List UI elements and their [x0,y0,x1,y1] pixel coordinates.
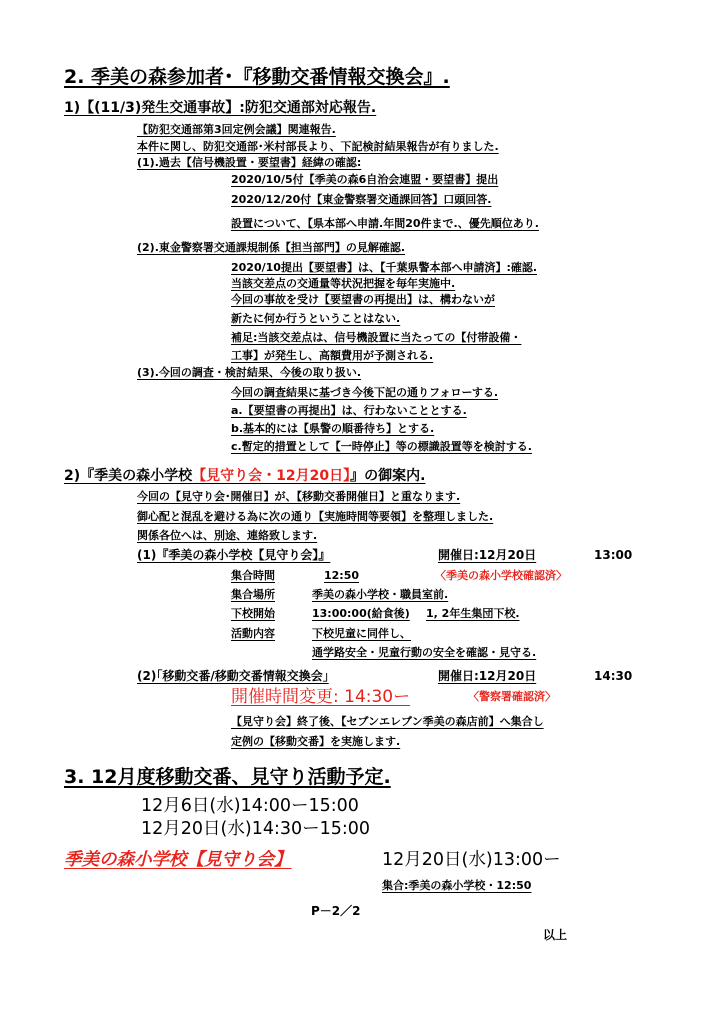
row-dismissal-value: 13:00:00(給食後) [312,607,410,620]
school-watch-gather: 集合:季美の森小学校・12:50 [382,879,532,892]
event-2-time: 14:30 [594,669,633,683]
event-2-date: 開催日:12月20日 [438,669,537,683]
page-number: P－2／2 [311,904,361,918]
schedule-date-1: 12月6日(水)14:00ー15:00 [141,796,359,816]
event-1-date: 開催日:12月20日 [438,548,537,562]
row-gather-place-value: 季美の森小学校・職員室前. [312,588,449,601]
point-1-heading: (1).過去【信号機設置・要望書】経緯の確認: [137,156,362,169]
event-2-line-1: 【見守り会】終了後、【セブンエレブン季美の森店前】へ集合し [231,715,544,728]
point-3-line-d: c.暫定的措置として【一時停止】等の標識設置等を検討する. [231,440,532,453]
point-2-line-b: 当該交差点の交通量等状況把握を毎年実施中. [231,277,456,290]
row-gather-place-key: 集合場所 [231,588,275,601]
point-2-line-d: 新たに何か行うということはない. [231,312,401,325]
subsection-1-heading: 1)【(11/3)発生交通事故】:防犯交通部対応報告. [64,100,377,116]
point-1-line-a: 2020/10/5付【季美の森6自治会連盟・要望書】提出 [231,173,499,186]
heading-part-a: 2)『季美の森小学校 [64,468,193,484]
event-1-label: (1)『季美の森小学校【見守り会】』 [137,548,331,562]
closing-mark: 以上 [543,928,568,942]
report-title: 【防犯交通部第3回定例会議】関連報告. [137,123,336,136]
row-activity-key: 活動内容 [231,627,275,640]
row-gather-time-value: 12:50 [324,569,360,582]
time-change-notice: 開催時間変更: 14:30ー [231,687,411,707]
event-2-label: (2)｢移動交番/移動交番情報交換会｣ [137,669,329,683]
event-2-line-2: 定例の【移動交番】を実施します. [231,735,401,748]
report-intro: 本件に関し、防犯交通部･米村部長より、下記検討結果報告が有りました. [137,140,499,153]
event-1-time: 13:00 [594,548,633,562]
section-3-title: 3. 12月度移動交番、見守り活動予定. [64,766,391,788]
school-watch-label: 季美の森小学校【見守り会】 [64,850,292,870]
point-3-line-c: b.基本的には【県警の順番待ち】とする. [231,422,435,435]
row-activity-value: 下校児童に同伴し、 [312,627,411,640]
point-3-line-b: a.【要望書の再提出】は、行わないこととする. [231,404,467,417]
point-3-line-a: 今回の調査結果に基づき今後下記の通りフォローする. [231,386,499,399]
row-dismissal-note: 1, 2年生集団下校. [426,607,520,620]
heading-highlight: 【見守り会・12月20日】 [192,468,351,484]
point-2-line-c: 今回の事故を受け【要望書の再提出】は、構わないが [231,293,495,306]
point-2-line-a: 2020/10提出【要望書】は、【千葉県警本部へ申請済】:確認. [231,261,538,274]
row-gather-time-key: 集合時間 [231,569,275,582]
notice-line-2: 御心配と混乱を避ける為に次の通り【実施時間等要領】を整理しました. [137,510,494,523]
row-dismissal-key: 下校開始 [231,607,275,620]
point-2-line-e: 補足:当該交差点は、信号機設置に当たっての【付帯設備・ [231,331,522,344]
point-2-heading: (2).東金警察署交通課規制係【担当部門】の見解確認. [137,241,406,254]
schedule-date-2: 12月20日(水)14:30ー15:00 [141,819,371,839]
point-3-heading: (3).今回の調査・検討結果、今後の取り扱い. [137,366,362,379]
heading-part-b: 』の御案内. [350,468,426,484]
subsection-2-heading [64,469,425,483]
point-1-line-c: 設置について、【県本部へ申請.年間20件まで.、優先順位あり. [231,217,539,230]
notice-line-1: 今回の【見守り会･開催日】が、【移動交番開催日】と重なります. [137,490,461,503]
school-watch-date: 12月20日(水)13:00ー [382,850,561,870]
row-activity-value-2: 通学路安全・児童行動の安全を確認・見守る. [312,646,537,659]
police-confirmed-note: 〈警察署確認済〉 [468,690,556,703]
notice-line-3: 関係各位へは、別途、連絡致します. [137,529,318,542]
school-confirmed-note: 〈季美の森小学校確認済〉 [435,569,567,582]
section-2-title: 2. 季美の森参加者･『移動交番情報交換会』. [64,66,450,88]
point-1-line-b: 2020/12/20付【東金警察署交通課回答】口頭回答. [231,193,492,206]
point-2-line-f: 工事】が発生し、高額費用が予測される. [231,349,434,362]
